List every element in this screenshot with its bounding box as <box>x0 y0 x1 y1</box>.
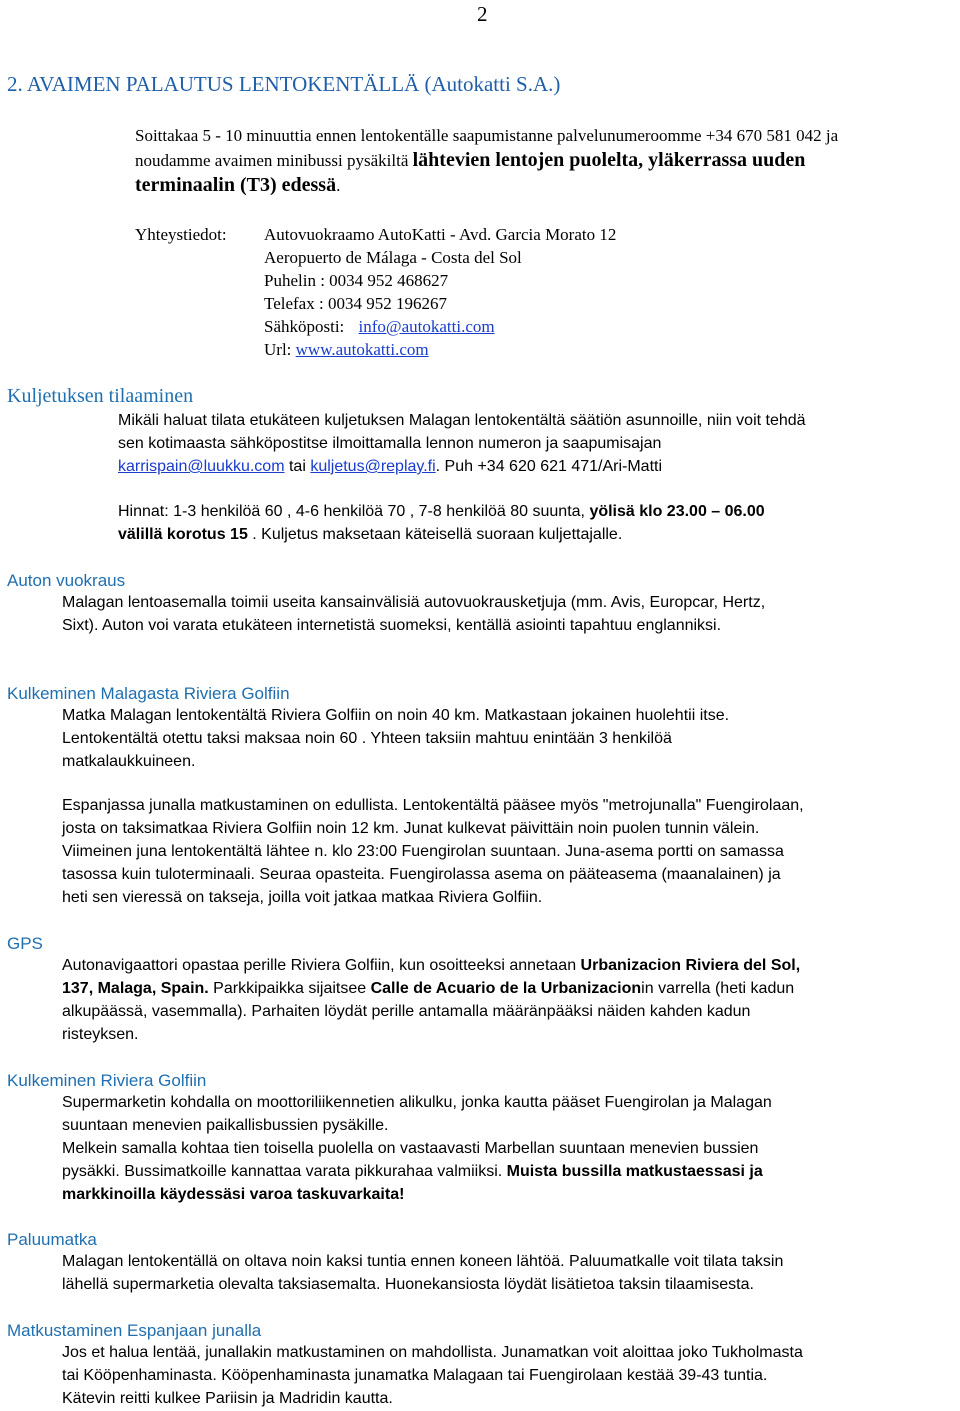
train-info-line-5: heti sen vieressä on takseja, joilla voit jatkaa matkaa Riviera Golfiin. <box>62 889 543 906</box>
contact-email-label: Sähköposti: <box>264 317 345 336</box>
key-return-bold-location: lähtevien lentojen puolelta, yläkerrassa uuden <box>412 149 806 171</box>
transport-price-line-2 <box>118 526 622 544</box>
key-return-line-1: Soittakaa 5 - 10 minuuttia ennen lentokentälle saapumistanne palvelunumeroomme +34 670 581 042 ja <box>135 126 839 145</box>
gps-line-2 <box>62 980 794 998</box>
transport-tai: tai <box>284 458 311 475</box>
car-rental-line-1: Malagan lentoasemalla toimii useita kansainvälisiä autovuokrausketjuja (mm. Avis, Europcar, Hertz, <box>62 594 766 611</box>
gps-line-3: alkupäässä, vasemmalla). Parhaiten löydät perille antamalla määränpääksi näiden kahden kadun <box>62 1003 751 1020</box>
key-return-bold-terminal: terminaalin (T3) edessä <box>135 174 337 196</box>
contact-label: Yhteystiedot: <box>135 225 227 244</box>
key-return-line-2-text: noudamme avaimen minibussi pysäkiltä <box>135 151 413 170</box>
car-rental-heading: Auton vuokraus <box>7 571 126 590</box>
gps-line-1 <box>62 957 800 975</box>
contact-email-row <box>264 317 495 337</box>
contact-address: Aeropuerto de Málaga - Costa del Sol <box>264 248 522 267</box>
train-info-line-2: josta on taksimatkaa Riviera Golfiin noin 12 km. Junat kulkevat päivittäin noin puolen tunnin välein. <box>62 820 760 837</box>
gps-street-bold: Calle de Acuario de la Urbanizacion <box>370 980 642 997</box>
in-riviera-line-3: Melkein samalla kohtaa tien toisella puolella on vastaavasti Marbellan suuntaan menevien bussien <box>62 1140 759 1157</box>
contact-phone: Puhelin : 0034 952 468627 <box>264 271 449 290</box>
gps-address-bold: Urbanizacion Riviera del Sol, <box>580 957 801 974</box>
transport-night-surcharge-amount: välillä korotus 15 <box>118 526 253 543</box>
transport-night-surcharge: yölisä klo 23.00 – 06.00 <box>589 503 765 520</box>
contact-url-link[interactable]: www.autokatti.com <box>295 340 429 359</box>
transport-line-1: Mikäli haluat tilata etukäteen kuljetuksen Malagan lentokentältä säätiön asunnoille, niin voit tehdä <box>118 412 806 429</box>
train-to-spain-heading: Matkustaminen Espanjaan junalla <box>7 1321 262 1340</box>
page-number: 2 <box>477 2 488 26</box>
return-trip-line-1: Malagan lentokentällä on oltava noin kaksi tuntia ennen koneen lähtöä. Paluumatkalle voit tilata taksin <box>62 1253 784 1270</box>
gps-line-2-text: Parkkipaikka sijaitsee <box>208 980 371 997</box>
gps-line-1-text: Autonavigaattori opastaa perille Riviera Golfiin, kun osoitteeksi annetaan <box>62 957 581 974</box>
train-info-line-1: Espanjassa junalla matkustaminen on edullista. Lentokentältä pääsee myös "metrojunalla" Fuengirolaan, <box>62 797 804 814</box>
return-trip-line-2: lähellä supermarketia olevalta taksiasemalta. Huonekansiosta löydät lisätietoa taksin tilaamisesta. <box>62 1276 754 1293</box>
transport-email-1-link[interactable]: karrispain@luukku.com <box>118 458 285 475</box>
transport-line-3 <box>118 458 662 476</box>
malaga-to-riviera-line-1: Matka Malagan lentokentältä Riviera Golfiin on noin 40 km. Matkastaan jokainen huolehtii itse. <box>62 707 730 724</box>
contact-url-label: Url: <box>264 340 292 359</box>
transport-price-text: Hinnat: 1-3 henkilöä 60 , 4-6 henkilöä 70 , 7-8 henkilöä 80 suunta, <box>118 503 590 520</box>
return-trip-heading: Paluumatka <box>7 1230 97 1249</box>
in-riviera-line-4 <box>62 1163 763 1181</box>
key-return-line-3-end: . <box>336 176 341 195</box>
in-riviera-line-1: Supermarketin kohdalla on moottoriliikennetien alikulku, jonka kautta pääset Fuengirolan ja Malagan <box>62 1094 772 1111</box>
gps-heading: GPS <box>7 934 43 953</box>
train-info-line-4: tasossa kuin tuloterminaali. Seuraa opasteita. Fuengirolassa asema on pääteasema (maanalainen) ja <box>62 866 781 883</box>
contact-fax: Telefax : 0034 952 196267 <box>264 294 447 313</box>
transport-line-2: sen kotimaasta sähköpostitse ilmoittamalla lennon numeron ja saapumisajan <box>118 435 662 452</box>
train-info-line-3: Viimeinen juna lentokentältä lähtee n. klo 23:00 Fuengirolan suuntaan. Juna-asema portti on samassa <box>62 843 784 860</box>
contact-company: Autovuokraamo AutoKatti - Avd. Garcia Morato 12 <box>264 225 617 244</box>
contact-email-link[interactable]: info@autokatti.com <box>358 317 495 336</box>
transport-payment-note: . Kuljetus maksetaan käteisellä suoraan kuljettajalle. <box>252 526 623 543</box>
transport-email-2-link[interactable]: kuljetus@replay.fi <box>310 458 436 475</box>
gps-address-city: 137, Malaga, Spain. <box>62 980 209 997</box>
train-to-spain-line-1: Jos et halua lentää, junallakin matkustaminen on mahdollista. Junamatkan voit aloittaa joko Tukholmasta <box>62 1344 803 1361</box>
in-riviera-heading: Kulkeminen Riviera Golfiin <box>7 1071 207 1090</box>
in-riviera-line-4-text: pysäkki. Bussimatkoille kannattaa varata pikkurahaa valmiiksi. <box>62 1163 507 1180</box>
car-rental-line-2: Sixt). Auton voi varata etukäteen internetistä suomeksi, kentällä asiointi tapahtuu englanniksi. <box>62 617 722 634</box>
transport-heading: Kuljetuksen tilaaminen <box>7 385 194 407</box>
in-riviera-warning-line-2: markkinoilla käydessäsi varoa taskuvarkaita! <box>62 1186 405 1203</box>
malaga-to-riviera-heading: Kulkeminen Malagasta Riviera Golfiin <box>7 684 290 703</box>
in-riviera-warning: Muista bussilla matkustaessasi ja <box>506 1163 763 1180</box>
gps-line-4: risteyksen. <box>62 1026 139 1043</box>
transport-phone: . Puh +34 620 621 471/Ari-Matti <box>435 458 663 475</box>
key-return-line-3 <box>135 174 340 197</box>
transport-price-line <box>118 503 765 521</box>
train-to-spain-line-2: tai Kööpenhaminasta. Kööpenhaminasta junamatka Malagaan tai Fuengirolaan kestää 39-43 tuntia. <box>62 1367 768 1384</box>
train-to-spain-line-3: Kätevin reitti kulkee Pariisin ja Madridin kautta. <box>62 1390 393 1407</box>
section-heading: 2. AVAIMEN PALAUTUS LENTOKENTÄLLÄ (Autokatti S.A.) <box>7 72 561 96</box>
contact-url-row <box>264 340 429 360</box>
malaga-to-riviera-line-3: matkalaukkuineen. <box>62 753 196 770</box>
key-return-line-2 <box>135 149 805 172</box>
malaga-to-riviera-line-2: Lentokentältä otettu taksi maksaa noin 60 . Yhteen taksiin mahtuu enintään 3 henkilöä <box>62 730 672 747</box>
gps-line-2-end: in varrella (heti kadun <box>641 980 795 997</box>
in-riviera-line-2: suuntaan menevien paikallisbussien pysäkille. <box>62 1117 389 1134</box>
